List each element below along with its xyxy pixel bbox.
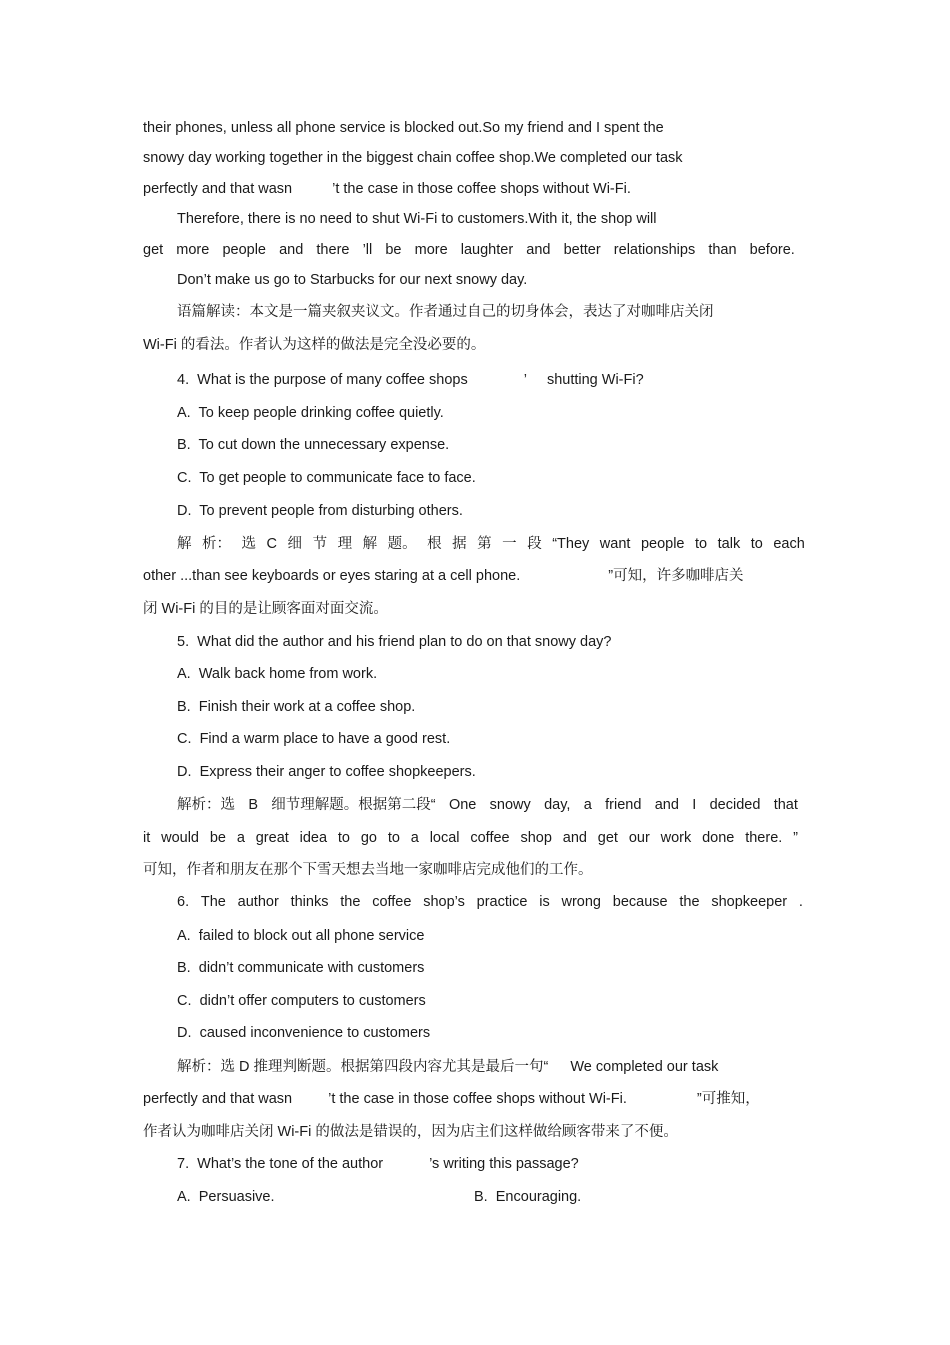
- question-4-option-b: [177, 435, 449, 455]
- option-text: Walk back home from work.: [198, 666, 378, 682]
- analysis-part-a: other ...than see keyboards or eyes staring at a cell phone.: [143, 568, 521, 584]
- commentary-line-1: 语篇解读：本文是一篇夹叙夹议文。作者通过自己的切身体会，表达了对咖啡店关闭: [177, 304, 714, 320]
- word: talk: [717, 536, 741, 552]
- word: the: [340, 894, 361, 910]
- option-letter: A.: [177, 405, 191, 421]
- word: I: [692, 797, 697, 813]
- question-5-analysis-line-3: 可知，作者和朋友在那个下雪天想去当地一家咖啡店完成他们的工作。: [143, 862, 593, 878]
- word: 选: [241, 536, 257, 552]
- question-6-analysis-line-1: [177, 1057, 718, 1077]
- word: and: [526, 242, 551, 258]
- word: and: [279, 242, 304, 258]
- word: day,: [544, 797, 571, 813]
- word: shop: [520, 830, 552, 846]
- word: to: [695, 536, 708, 552]
- analysis-part-b: We completed our task: [570, 1059, 719, 1075]
- word: 细节理解题。根据第二段“: [271, 797, 436, 813]
- passage-line-3-part-a: perfectly and that wasn: [143, 181, 293, 197]
- question-4-option-c: [177, 468, 476, 488]
- question-5-analysis-line-2: [143, 828, 798, 848]
- word: 细: [287, 536, 303, 552]
- option-text: Encouraging.: [495, 1189, 582, 1205]
- word: people: [222, 242, 266, 258]
- word: get: [143, 242, 164, 258]
- word: because: [612, 894, 668, 910]
- option-text: didn’t offer computers to customers: [199, 993, 426, 1009]
- option-text: Express their anger to coffee shopkeepers.: [199, 764, 476, 780]
- option-letter: C.: [177, 993, 192, 1009]
- option-letter: D.: [177, 1025, 192, 1041]
- option-letter: A.: [177, 1189, 191, 1205]
- word: wrong: [561, 894, 601, 910]
- word: a: [236, 830, 245, 846]
- question-stem-part-b: ’: [523, 372, 527, 388]
- passage-line-5: [143, 240, 795, 260]
- question-5-option-d: [177, 762, 476, 782]
- analysis-part-b: ’t the case in those coffee shops without Wi-Fi.: [328, 1091, 627, 1107]
- word: local: [429, 830, 460, 846]
- word: great: [255, 830, 289, 846]
- word: snowy: [489, 797, 531, 813]
- question-4-analysis-line-2: [143, 566, 744, 586]
- word: 题。: [387, 536, 417, 552]
- word: author: [237, 894, 279, 910]
- word: done: [702, 830, 735, 846]
- option-text: caused inconvenience to customers: [199, 1025, 431, 1041]
- option-text: To keep people drinking coffee quietly.: [198, 405, 444, 421]
- passage-line-6: [177, 270, 527, 290]
- word: 段: [527, 536, 542, 552]
- word: One: [448, 797, 477, 813]
- question-4-analysis-line-3: 闭 Wi-Fi 的目的是让顾客面对面交流。: [143, 601, 388, 617]
- word: coffee: [372, 894, 412, 910]
- word: get: [597, 830, 618, 846]
- question-6-option-b: [177, 958, 424, 978]
- word: work: [660, 830, 692, 846]
- word: relationships: [613, 242, 696, 258]
- word: 节: [312, 536, 328, 552]
- option-text: To cut down the unnecessary expense.: [198, 437, 450, 453]
- word: each: [773, 536, 805, 552]
- word: people: [640, 536, 685, 552]
- word: a: [410, 830, 419, 846]
- analysis-part-a: perfectly and that wasn: [143, 1091, 293, 1107]
- option-text: didn’t communicate with customers: [198, 960, 425, 976]
- word: 解析：选: [177, 797, 235, 813]
- passage-line-2: snowy day working together in the biggest chain coffee shop.We completed our task: [143, 150, 683, 166]
- question-6-analysis-line-3: 作者认为咖啡店关闭 Wi-Fi 的做法是错误的，因为店主们这样做给顾客带来了不便。: [143, 1124, 678, 1140]
- word: 第: [477, 536, 492, 552]
- option-letter: B.: [474, 1189, 488, 1205]
- word: be: [385, 242, 402, 258]
- question-number: 5.: [177, 634, 190, 650]
- passage-line-6-part-a: Don’: [177, 272, 207, 288]
- question-4-option-d: [177, 501, 463, 521]
- commentary-line-2: Wi-Fi 的看法。作者认为这样的做法是完全没必要的。: [143, 337, 486, 353]
- word: our: [628, 830, 650, 846]
- word: 解: [177, 536, 192, 552]
- question-4-option-a: [177, 403, 444, 423]
- word: and: [654, 797, 679, 813]
- word: be: [209, 830, 226, 846]
- word: it: [143, 830, 151, 846]
- option-text: Persuasive.: [198, 1189, 275, 1205]
- word: than: [708, 242, 737, 258]
- question-stem-part-a: What is the purpose of many coffee shops: [197, 372, 468, 388]
- word: laughter: [460, 242, 514, 258]
- question-6-option-a: [177, 926, 424, 946]
- question-stem-part-b: ’s writing this passage?: [429, 1156, 579, 1172]
- option-letter: D.: [177, 503, 192, 519]
- question-4-stem: [177, 370, 644, 390]
- word: more: [176, 242, 210, 258]
- word: better: [563, 242, 601, 258]
- word: coffee: [470, 830, 510, 846]
- word: shopkeeper: [711, 894, 788, 910]
- option-letter: A.: [177, 666, 191, 682]
- word: B: [248, 797, 258, 813]
- question-5-option-a: [177, 664, 377, 684]
- word: The: [200, 894, 226, 910]
- word: 析：: [202, 536, 232, 552]
- word: “They: [552, 536, 590, 552]
- word: and: [562, 830, 587, 846]
- word: decided: [709, 797, 761, 813]
- option-text: Find a warm place to have a good rest.: [199, 731, 451, 747]
- passage-line-3: [143, 179, 631, 199]
- question-7-option-b: [474, 1187, 581, 1207]
- word: 一: [502, 536, 517, 552]
- word: a: [583, 797, 592, 813]
- option-text: To get people to communicate face to face.: [199, 470, 476, 486]
- word: idea: [299, 830, 328, 846]
- question-number: 4.: [177, 372, 190, 388]
- word: to: [750, 536, 763, 552]
- question-6-analysis-line-2: [143, 1089, 760, 1109]
- question-5-stem: [177, 632, 611, 652]
- option-letter: B.: [177, 437, 191, 453]
- analysis-part-b: ”可知，许多咖啡店关: [608, 568, 744, 584]
- word: is: [539, 894, 550, 910]
- word: .: [798, 894, 803, 910]
- word: shop’s: [423, 894, 465, 910]
- option-text: failed to block out all phone service: [198, 928, 425, 944]
- word: that: [773, 797, 798, 813]
- passage-line-3-part-b: ’t the case in those coffee shops without Wi-Fi.: [332, 181, 631, 197]
- word: practice: [476, 894, 528, 910]
- word: would: [161, 830, 199, 846]
- word: want: [599, 536, 631, 552]
- word: before.: [749, 242, 795, 258]
- word: 据: [452, 536, 467, 552]
- word: 根: [427, 536, 442, 552]
- word: ”: [793, 830, 798, 846]
- option-letter: B.: [177, 699, 191, 715]
- question-6-option-c: [177, 991, 426, 1011]
- word: ’ll: [362, 242, 373, 258]
- word: thinks: [290, 894, 329, 910]
- analysis-part-c: ”可推知，: [696, 1091, 760, 1107]
- word: friend: [605, 797, 642, 813]
- question-6-stem: [177, 892, 803, 912]
- option-letter: B.: [177, 960, 191, 976]
- question-4-analysis-line-1: [177, 534, 805, 554]
- question-stem-part-c: shutting Wi-Fi?: [546, 372, 644, 388]
- word: C: [266, 536, 278, 552]
- question-stem: What did the author and his friend plan to do on that snowy day?: [197, 634, 612, 650]
- passage-line-4: Therefore, there is no need to shut Wi-Fi to customers.With it, the shop will: [177, 211, 657, 227]
- word: more: [414, 242, 448, 258]
- question-6-option-d: [177, 1023, 430, 1043]
- word: 理: [337, 536, 353, 552]
- word: 解: [362, 536, 378, 552]
- question-number: 6.: [177, 894, 190, 910]
- option-text: Finish their work at a coffee shop.: [198, 699, 416, 715]
- option-letter: A.: [177, 928, 191, 944]
- word: to: [387, 830, 400, 846]
- analysis-part-a: 解析：选 D 推理判断题。根据第四段内容尤其是最后一句“: [177, 1059, 549, 1075]
- question-5-option-b: [177, 697, 415, 717]
- word: to: [337, 830, 350, 846]
- word: there.: [745, 830, 783, 846]
- option-letter: C.: [177, 470, 192, 486]
- passage-line-1: their phones, unless all phone service is blocked out.So my friend and I spent the: [143, 120, 664, 136]
- question-5-analysis-line-1: [177, 795, 798, 815]
- option-letter: C.: [177, 731, 192, 747]
- word: there: [316, 242, 350, 258]
- question-7-stem: [177, 1154, 579, 1174]
- question-number: 7.: [177, 1156, 190, 1172]
- word: go: [360, 830, 377, 846]
- question-5-option-c: [177, 729, 450, 749]
- question-stem-part-a: What’s the tone of the author: [197, 1156, 384, 1172]
- word: the: [679, 894, 700, 910]
- option-letter: D.: [177, 764, 192, 780]
- passage-line-6-part-b: t make us go to Starbucks for our next snowy day.: [206, 272, 528, 288]
- option-text: To prevent people from disturbing others.: [199, 503, 463, 519]
